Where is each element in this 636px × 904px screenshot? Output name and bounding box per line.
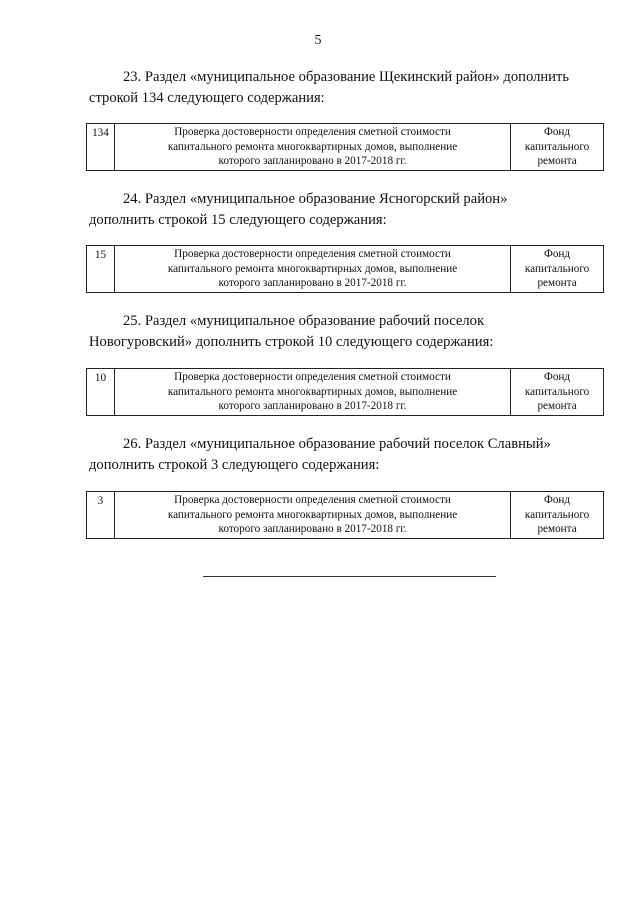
row-fund [511, 369, 604, 416]
fund-line: капитального [524, 508, 590, 521]
amendment-table-24 [86, 245, 604, 293]
paragraph-line: 26. Раздел «муниципальное образование рабочий поселок Славный» [123, 436, 551, 452]
paragraph-line: 24. Раздел «муниципальное образование Ясногорский район» [123, 191, 508, 207]
description-line: Проверка достоверности определения сметной стоимости [174, 126, 451, 138]
fund-line: ремонта [537, 155, 577, 167]
description-line: Проверка достоверности определения сметной стоимости [174, 248, 451, 260]
paragraph-line: 25. Раздел «муниципальное образование рабочий поселок [123, 313, 485, 329]
paragraph-line: Новогуровский» дополнить строкой 10 следующего содержания: [89, 334, 494, 350]
row-fund [511, 492, 604, 539]
description-line: капитального ремонта многоквартирных домов, выполнение [167, 262, 458, 275]
section-paragraph-25 [89, 311, 598, 353]
description-line: Проверка достоверности определения сметной стоимости [174, 371, 451, 383]
table-row [87, 492, 604, 539]
description-line: которого запланировано в 2017-2018 гг. [218, 277, 407, 289]
row-number: 10 [87, 369, 115, 416]
row-number: 134 [87, 124, 115, 171]
row-description [114, 246, 510, 293]
description-line: которого запланировано в 2017-2018 гг. [218, 523, 407, 535]
fund-line: ремонта [537, 400, 577, 412]
description-line: капитального ремонта многоквартирных домов, выполнение [167, 385, 458, 398]
paragraph-line: строкой 134 следующего содержания: [89, 90, 325, 106]
description-line: капитального ремонта многоквартирных домов, выполнение [167, 508, 458, 521]
section-paragraph-24 [89, 189, 598, 231]
row-number: 15 [87, 246, 115, 293]
paragraph-line: дополнить строкой 15 следующего содержания: [89, 212, 387, 228]
table-row [87, 124, 604, 171]
amendment-table-25 [86, 368, 604, 416]
table-row [87, 369, 604, 416]
section-paragraph-26 [89, 434, 598, 476]
table-row [87, 246, 604, 293]
fund-line: ремонта [537, 277, 577, 289]
row-description [114, 369, 510, 416]
row-fund [511, 246, 604, 293]
paragraph-line: дополнить строкой 3 следующего содержания: [89, 457, 380, 473]
amendment-table-23 [86, 123, 604, 171]
row-fund [511, 124, 604, 171]
row-number: 3 [87, 492, 115, 539]
fund-line: Фонд [544, 371, 571, 383]
paragraph-line: 23. Раздел «муниципальное образование Щекинский район» дополнить [123, 69, 569, 85]
fund-line: капитального [524, 385, 590, 398]
description-line: которого запланировано в 2017-2018 гг. [218, 155, 407, 167]
section-paragraph-23 [89, 67, 598, 109]
description-line: которого запланировано в 2017-2018 гг. [218, 400, 407, 412]
fund-line: капитального [524, 140, 590, 153]
description-line: Проверка достоверности определения сметной стоимости [174, 494, 451, 506]
row-description [114, 124, 510, 171]
fund-line: капитального [524, 262, 590, 275]
end-of-document-rule [203, 576, 496, 577]
page-number: 5 [314, 33, 322, 48]
amendment-table-26 [86, 491, 604, 539]
fund-line: ремонта [537, 523, 577, 535]
description-line: капитального ремонта многоквартирных домов, выполнение [167, 140, 458, 153]
fund-line: Фонд [544, 126, 571, 138]
row-description [114, 492, 510, 539]
fund-line: Фонд [544, 248, 571, 260]
fund-line: Фонд [544, 494, 571, 506]
